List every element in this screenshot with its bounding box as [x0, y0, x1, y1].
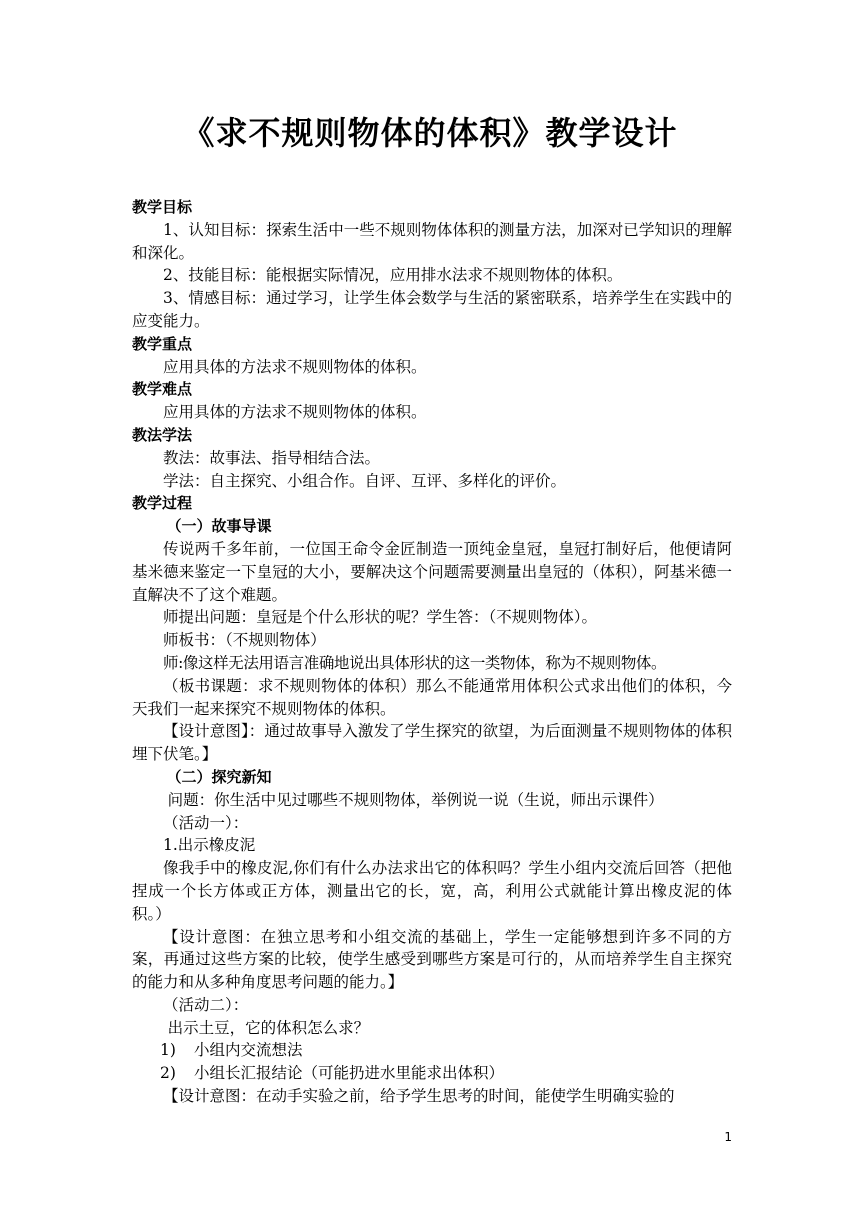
teaching-method: 教法：故事法、指导相结合法。 — [163, 448, 381, 467]
objective-item: 3、情感目标：通过学习，让学生体会数学与生活的紧密联系，培养学生在实践中的应变能力。 — [132, 289, 732, 330]
list-text: 小组内交流想法 — [194, 1041, 303, 1060]
difficulties-text: 应用具体的方法求不规则物体的体积。 — [163, 403, 427, 422]
heading-process: 教学过程 — [132, 494, 193, 513]
list-item — [132, 1039, 732, 1062]
objective-item: 1、认知目标：探索生活中一些不规则物体体积的测量方法，加深对已学知识的理解和深化。 — [132, 220, 732, 262]
heading-methods: 教法学法 — [132, 425, 193, 444]
design-intent: 【设计意图】：通过故事导入激发了学生探究的欲望，为后面测量不规则物体的体积埋下伏笔。】 — [132, 722, 732, 764]
design-intent: 【设计意图：在动手实验之前，给予学生思考的时间，能使学生明确实验的 — [163, 1087, 675, 1106]
list-text: 小组长汇报结论（可能扔进水里能求出体积） — [194, 1064, 505, 1083]
subheading-story-intro: （一）故事导课 — [166, 517, 272, 536]
paragraph: 问题：你生活中见过哪些不规则物体，举例说一说（生说，师出示课件） — [167, 790, 664, 809]
page-number: 1 — [724, 1130, 732, 1144]
objective-item: 2、技能目标：能根据实际情况，应用排水法求不规则物体的体积。 — [163, 266, 623, 285]
paragraph: 师提出问题：皇冠是个什么形状的呢？学生答：（不规则物体）。 — [163, 608, 598, 627]
heading-key-points: 教学重点 — [132, 334, 193, 353]
heading-objectives: 教学目标 — [132, 198, 193, 216]
page-title: 《求不规则物体的体积》教学设计 — [182, 114, 678, 152]
key-points-text: 应用具体的方法求不规则物体的体积。 — [163, 357, 427, 376]
heading-difficulties: 教学难点 — [132, 380, 193, 399]
list-item — [132, 1062, 732, 1085]
subheading-explore: （二）探究新知 — [166, 767, 272, 786]
paragraph: 师板书：（不规则物体） — [163, 631, 326, 650]
design-intent: 【设计意图：在独立思考和小组交流的基础上，学生一定能够想到许多不同的方案，再通过这些方案的比较，使学生感受到哪些方案是可行的，从而培养学生自主探究的能力和从多种角度思考问题的能力。】 — [132, 927, 732, 992]
list-number: 1) — [160, 1041, 176, 1060]
activity-item: 1.出示橡皮泥 — [163, 836, 256, 855]
paragraph: 传说两千多年前，一位国王命令金匠制造一顶纯金皇冠，皇冠打制好后，他便请阿基米德来鉴定一下皇冠的大小，要解决这个问题需要测量出皇冠的（体积），阿基米德一直解决不了这个难题。 — [132, 539, 732, 604]
paragraph: 师:像这样无法用语言准确地说出具体形状的这一类物体，称为不规则物体。 — [163, 653, 667, 672]
activity-label: （活动二）： — [163, 995, 249, 1014]
paragraph: 出示土豆，它的体积怎么求？ — [167, 1018, 370, 1037]
document-body — [132, 196, 732, 1108]
activity-label: （活动一）： — [163, 813, 249, 832]
paragraph: （板书课题：求不规则物体的体积）那么不能通常用体积公式求出他们的体积，今天我们一起来探究不规则物体的体积。 — [132, 676, 732, 718]
list-number: 2) — [160, 1064, 176, 1083]
learning-method: 学法：自主探究、小组合作。自评、互评、多样化的评价。 — [163, 471, 567, 490]
paragraph: 像我手中的橡皮泥,你们有什么办法求出它的体积吗？学生小组内交流后回答（把他捏成一个长方体或正方体，测量出它的长，宽，高，利用公式就能计算出橡皮泥的体积。） — [132, 859, 732, 923]
